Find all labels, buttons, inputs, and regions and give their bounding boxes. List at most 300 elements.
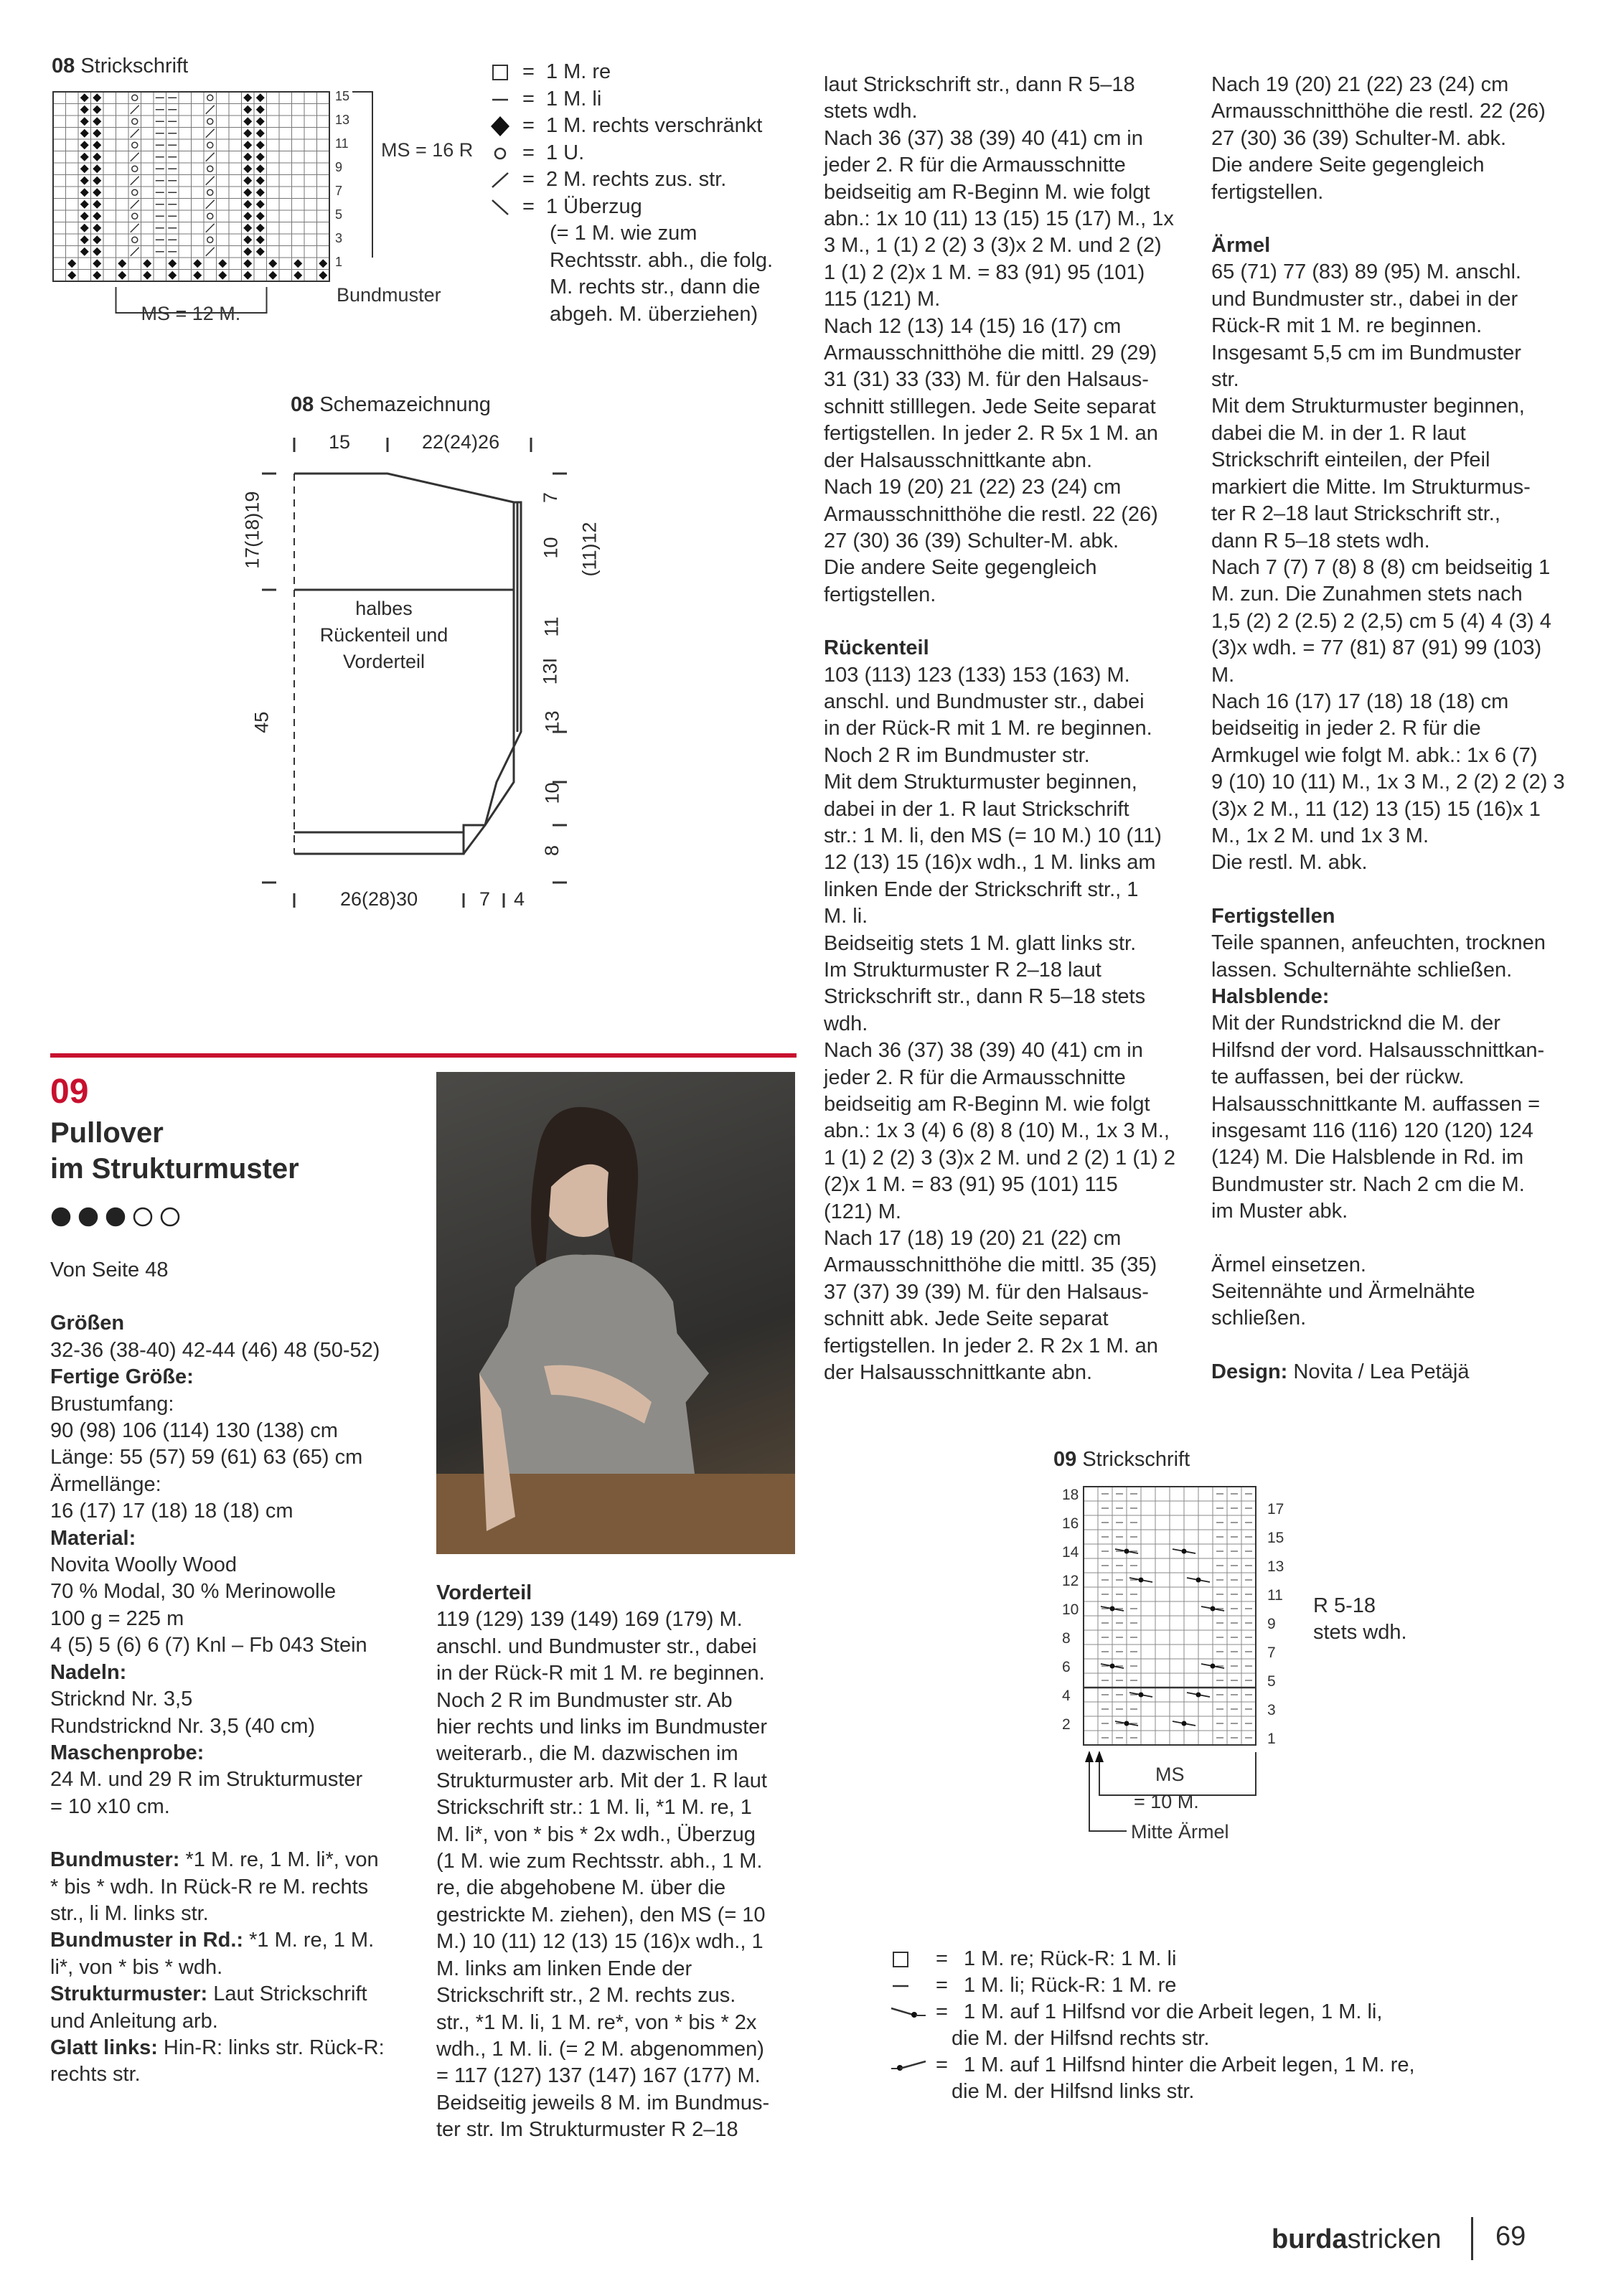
col4a-line: 27 (30) 36 (39) Schulter-M. abk. [1211,126,1507,150]
chart08-dec [131,248,139,256]
chart08-dec [206,129,215,138]
chart08-dec [131,129,139,138]
col4b-line: dann R 5–18 stets wdh. [1211,529,1430,552]
col3b-line: 103 (113) 123 (133) 153 (163) M. [824,663,1130,687]
chart08-bundmuster: Bundmuster [337,284,441,306]
col4b-line: Die restl. M. abk. [1211,851,1368,875]
col4b-line: Nach 7 (7) 7 (8) 8 (8) cm beidseitig 1 [1211,555,1551,579]
chart08-diamond [93,248,101,256]
backslash-icon [489,194,511,220]
chart08-yo [132,118,138,124]
chart08-rib-diamond [193,259,202,268]
legend-eq: = [936,2053,948,2076]
chart08-rib-diamond [218,259,227,268]
chart09-cable-dot [1124,1721,1129,1726]
vorderteil-line: weiterarb., die M. dazwischen im [436,1742,738,1766]
chart08-diamond [93,224,101,232]
schema-r-8: 8 [541,844,563,857]
chart08-diamond [93,164,101,173]
chart08-yo [207,189,213,195]
chart08-rib-diamond [243,271,252,280]
difficulty-dot-filled [52,1208,70,1225]
chart08-diamond [243,129,252,138]
chart08-dec [131,224,139,232]
vorderteil-line: ter str. Im Strukturmuster R 2–18 [436,2118,738,2142]
col3b-line: Nach 17 (18) 19 (20) 21 (22) cm [824,1227,1122,1251]
chart09-rownum-right: 3 [1267,1702,1276,1718]
legend08-row [489,113,762,139]
chart08-yo [132,189,138,195]
slash-icon [489,167,511,193]
legend08-row [489,166,726,193]
schema-r-1112: (11)12 [578,522,601,577]
col4d-line: insgesamt 116 (116) 120 (120) 124 [1211,1119,1533,1143]
schema-r-13i: 13I [539,657,561,685]
col4-text: Nach 19 (20) 21 (22) 23 (24) cm Armausschnitthöhe die restl. 22 (26) 27 (30) 36 (39) Schulter-M. abk. Die andere Seite gegengleich fertigstellen. Ärmel 65 (71) 77 (83) 89 (95) M. anschl. und Bundmuster str., dabei in der Rück-R mit 1 M. re beginnen. Insgesamt 5,5 cm im Bundmuster str. Mit dem Strukturmuster beginnen, dabei die M. in der 1. R laut Strickschrift einteilen, der Pfeil markiert die Mitte. Im Strukturmus- ter R 2–18 laut Strickschrift str., dann R 5–18 stets wdh. Nach 7 (7) 7 (8) 8 (8) cm beidseitig 1 M. zun. Die Zunahmen stets nach 1,5 (2) 2 (2.5) 2 (2,5) cm 5 (4) 4 (3) 4 (3)x wdh. = 77 (81) 87 (91) 99 (103) M. Nach 16 (17) 17 (18) 18 (18) cm beidseitig in jeder 2. R für die Armkugel wie folgt M. abk.: 1x 6 (7) 9 (10) 10 (11) M., 1x 3 M., 2 (2) 2 (2) 3 (3)x 2 M., 11 (12) 13 (15) 15 (16)x 1 M., 1x 2 M. und 1x 3 M. Die restl. M. abk. Fertigstellen Teile spannen, anfeuchten, trocknen lassen. Schulternähte schließen. Halsblende: Mit der Rundstricknd die M. der Hilfsnd der vord. Halsausschnittkan- te auffassen, bei der rückw. Halsausschnittkante M. auffassen = insgesamt 116 (116) 120 (120) 124 (124) M. Die Halsblende in Rd. im Bundmuster str. Nach 2 cm die M. im Muster abk. Ärmel einsetzen. Seitennähte und Ärmelnähte schließen. Design: Novita / Lea Petäjä [1211,72,1584,1385]
chart09-cable-dot [1211,1664,1216,1669]
chart09-cable-dot [1139,1693,1144,1698]
chart09-cable-dot [1182,1721,1187,1726]
legend09-row [890,1946,1176,1972]
col4b-line: markiert die Mitte. Im Strukturmus- [1211,475,1531,499]
col3-text: laut Strickschrift str., dann R 5–18 stets wdh. Nach 36 (37) 38 (39) 40 (41) cm in jeder 2. R für die Armausschnitte beidseitig am R-Beginn M. wie folgt abn.: 1x 10 (11) 13 (15) 15 (17) M., 1x 3 M., 1 (1) 2 (2) 3 (3)x 2 M. und 2 (2) 1 (1) 2 (2)x 1 M. = 83 (91) 95 (101) 115 (121) M. Nach 12 (13) 14 (15) 16 (17) cm Armausschnitthöhe die mittl. 29 (29) 31 (31) 33 (33) M. für den Halsaus- schnitt stilllegen. Jede Seite separat fertigstellen. In jeder 2. R 5x 1 M. an der Halsausschnittkante abn. Nach 19 (20) 21 (22) 23 (24) cm Armausschnitthöhe die restl. 22 (26) 27 (30) 36 (39) Schulter-M. abk. Die andere Seite gegengleich fertigstellen. Rückenteil 103 (113) 123 (133) 153 (163) M. anschl. und Bundmuster str., dabei in der Rück-R mit 1 M. re beginnen. Noch 2 R im Bundmuster str. Mit dem Strukturmuster beginnen, dabei in der 1. R laut Strickschrift str.: 1 M. li, den MS (= 10 M.) 10 (11) 12 (13) 15 (16)x wdh., 1 M. links am linken Ende der Strickschrift str., 1 M. li. Beidseitig stets 1 M. glatt links str. Im Strukturmuster R 2–18 laut Strickschrift str., dann R 5–18 stets wdh. Nach 36 (37) 38 (39) 40 (41) cm in jeder 2. R für die Armausschnitte beidseitig am R-Beginn M. wie folgt abn.: 1x 3 (4) 6 (8) 8 (10) M., 1x 3 M., 1 (1) 2 (2) 3 (3)x 2 M. und 2 (2) 1 (1) 2 (2)x 1 M. = 83 (91) 95 (101) 115 (121) M. Nach 17 (18) 19 (20) 21 (22) cm Armausschnitthöhe die mittl. 35 (35) 37 (37) 39 (39) M. für den Halsaus- schnitt abk. Jede Seite separat fertigstellen. In jeder 2. R 2x 1 M. an der Halsausschnittkante abn. [824,72,1197,1387]
chart08-diamond [243,117,252,126]
chart08-yo [132,237,138,243]
legend08-row [489,59,611,85]
chart08-diamond [256,212,265,220]
legend09-cont: die M. der Hilfsnd links str. [952,2080,1195,2103]
chart08-diamond [80,141,89,149]
chart09-cable-dot [1211,1606,1216,1612]
chart08-diamond [243,105,252,114]
col3b-line: Im Strukturmuster R 2–18 laut [824,959,1101,982]
legend08 [489,59,791,331]
model-photo [436,1072,795,1554]
col4b-line: M. zun. Die Zunahmen stets nach [1211,583,1523,606]
legend09-row [890,2052,1415,2079]
col3b-line: abn.: 1x 3 (4) 6 (8) 8 (10) M., 1x 3 M., [824,1119,1170,1143]
chart08-dec [131,153,139,161]
chart08-diamond [256,129,265,138]
vorderteil-line: 119 (129) 139 (149) 169 (179) M. [436,1608,743,1632]
chart08-diamond [256,117,265,126]
legend-text: 1 M. auf 1 Hilfsnd hinter die Arbeit legen, 1 M. re, [963,2053,1415,2076]
chart08-diamond [243,153,252,161]
difficulty-dot-empty [134,1208,151,1225]
vorderteil-text: Vorderteil 119 (129) 139 (149) 169 (179) M. anschl. und Bundmuster str., dabei in der Rück-R mit 1 M. re beginnen. Noch 2 R im Bundmuster str. Ab hier rechts und links im Bundmuster weiterarb., die M. dazwischen im Strukturmuster arb. Mit der 1. R laut Strickschrift str.: 1 M. li, *1 M. re, 1 M. li*, von * bis * 2x wdh., Überzug (1 M. wie zum Rechtsstr. abh., 1 M. re, die abgehobene M. über die gestrickte M. ziehen), den MS (= 10 M.) 10 (11) 12 (13) 15 (16)x wdh., 1 M. links am linken Ende der Strickschrift str., 2 M. rechts zus. str., *1 M. li, 1 M. re*, von * bis * 2x wdh., 1 M. li. (= 2 M. abgenommen) = 117 (127) 137 (147) 167 (177) M. Beidseitig jeweils 8 M. im Bundmus- ter str. Im Strukturmuster R 2–18 [436,1580,795,2144]
schema08-drawing [241,423,601,929]
legend-text: 1 Überzug [545,194,642,218]
col3a-line: Nach 19 (20) 21 (22) 23 (24) cm [824,476,1122,499]
col4b-line: M. [1211,663,1235,687]
col3a-line: 27 (30) 36 (39) Schulter-M. abk. [824,529,1119,552]
chart08-diamond [243,212,252,220]
chart09-rownum-right: 1 [1267,1731,1276,1747]
col3a-line: fertigstellen. In jeder 2. R 5x 1 M. an [824,422,1158,446]
chart08-rib-diamond [143,271,151,280]
legend-text: 1 U. [545,141,585,164]
col3b-line: linken Ende der Strickschrift str., 1 [824,878,1139,901]
chart08-ms-rows: MS = 16 R [381,139,474,161]
chart08-yo [207,237,213,243]
chart08-dec [206,224,215,232]
legend-text: 1 M. re [545,60,611,83]
page-number: 69 [1495,2221,1526,2252]
schema-r-7: 7 [540,491,562,504]
chart09-rownum-left: 18 [1062,1487,1079,1503]
chart08-rib-diamond [268,271,277,280]
diamond-icon [489,113,511,139]
legend-eq: = [522,114,535,137]
schema-left-top: 17(18)19 [241,491,263,569]
col4b-line: 65 (71) 77 (83) 89 (95) M. anschl. [1211,260,1521,284]
chart09-diagram [1048,1478,1450,1883]
schema08-caption: 08 Schemazeichnung [291,393,491,416]
chart08-diamond [93,188,101,197]
chart08-ms-stitches: MS = 12 M. [141,303,241,324]
col4a-line: Die andere Seite gegengleich [1211,154,1485,177]
chart08-diamond [93,177,101,185]
col4b-line: dabei die M. in der 1. R laut [1211,421,1466,445]
chart08-diamond [80,164,89,173]
chart08-diamond [243,188,252,197]
chart08-diamond [243,177,252,185]
footer-brand: burdastricken [1272,2224,1442,2254]
chart08-yo [207,118,213,124]
schema-edge [464,825,485,854]
chart08-rib-diamond [243,259,252,268]
chart08-rib-diamond [168,271,177,280]
col4b-line: und Bundmuster str., dabei in der [1211,287,1518,311]
col4a-line: Nach 19 (20) 21 (22) 23 (24) cm [1211,73,1509,96]
col3b-line: 12 (13) 15 (16)x wdh., 1 M. links am [824,851,1156,875]
dash-icon [489,87,511,113]
chart08-rib-diamond [118,259,126,268]
cable-front-icon [890,2000,929,2026]
chart08-diamond [80,153,89,161]
empty-square-icon [489,60,511,85]
article-specs: Von Seite 48 Größen 32-36 (38-40) 42-44 (46) 48 (50-52) Fertige Größe: Brustumfang: 90 (98) 106 (114) 130 (138) cm Länge: 55 (57) 59 (61) 63 (65) cm Ärmellänge: 16 (17) 17 (18) 18 (18) cm Material: Novita Woolly Wood 70 % Modal, 30 % Merinowolle 100 g = 225 m 4 (5) 5 (6) 6 (7) Knl – Fb 043 Stein Nadeln: Stricknd Nr. 3,5 Rundstricknd Nr. 3,5 (40 cm) Maschenprobe: 24 M. und 29 R im Strukturmuster = 10 x10 cm. Bundmuster: *1 M. re, 1 M. li*, von * bis * wdh. In Rück-R re M. rechts str., li M. links str. Bundmuster in Rd.: *1 M. re, 1 M. li*, von * bis * wdh. Strukturmuster: Laut Strickschrift und Anleitung arb. Glatt links: Hin-R: links str. Rück-R: rechts str. [50,1258,385,2086]
chart08-dec [206,248,215,256]
schema-bottom-left: 26(28)30 [340,888,418,910]
legend08-cont: M. rechts str., dann die [550,276,761,298]
col4b-line: Insgesamt 5,5 cm im Bundmuster [1211,341,1521,364]
chart08-diamond [80,93,89,102]
col4b-line: 9 (10) 10 (11) M., 1x 3 M., 2 (2) 2 (2) 3 [1211,771,1565,794]
col4d-line: Halsausschnittkante M. auffassen = [1211,1092,1541,1116]
vorderteil-line: Beidseitig jeweils 8 M. im Bundmus- [436,2091,770,2114]
chart09-cable-dot [1196,1578,1201,1583]
article-title: Pullover im Strukturmuster [50,1117,299,1185]
chart08-yo [207,95,213,100]
legend-eq: = [522,60,535,83]
col4a-line: fertigstellen. [1211,180,1324,204]
col4b-line: Nach 16 (17) 17 (18) 18 (18) cm [1211,690,1509,713]
col3a-line: der Halsausschnittkante abn. [824,448,1092,472]
chart08-rib-diamond [67,259,76,268]
col4b-line: beidseitig in jeder 2. R für die [1211,717,1481,740]
chart08-diamond [243,248,252,256]
chart08-diamond [256,164,265,173]
col3b-line: in der Rück-R mit 1 M. re beginnen. [824,717,1152,740]
col4b-line: str. [1211,368,1239,392]
col3b-line: str.: 1 M. li, den MS (= 10 M.) 10 (11) [824,824,1162,847]
vorderteil-line: re, die abgehobene M. über die [436,1876,726,1900]
col3b-line: wdh. [824,1012,868,1035]
chart08-diamond [93,117,101,126]
col4a-line: Armausschnitthöhe die restl. 22 (26) [1211,100,1546,123]
vorderteil-line: M. li*, von * bis * 2x wdh., Überzug [436,1822,756,1846]
chart08-caption: 08 Strickschrift [52,55,189,77]
chart09-rownum-left: 8 [1062,1630,1071,1647]
col3a-line: 115 (121) M. [824,288,941,311]
col3b-line: (121) M. [824,1200,901,1223]
chart08-rib-diamond [67,271,76,280]
col3b-line: 1 (1) 2 (2) 3 (3)x 2 M. und 2 (2) 1 (1) 2 [824,1146,1175,1170]
chart08-diamond [243,224,252,232]
chart08-dec [131,177,139,185]
chart08-diamond [93,141,101,149]
chart08-dec [206,200,215,209]
cable-back-icon [890,2053,929,2079]
col4b-line: (3)x wdh. = 77 (81) 87 (91) 99 (103) [1211,636,1542,660]
chart09-cable-dot [1110,1606,1115,1612]
chart09-caption: 09 Strickschrift [1053,1448,1190,1471]
col3a-line: Nach 36 (37) 38 (39) 40 (41) cm in [824,126,1143,150]
col4b-line: Armkugel wie folgt M. abk.: 1x 6 (7) [1211,743,1538,767]
chart08-diamond [80,105,89,114]
chart08-yo [132,166,138,171]
chart08-diamond [256,93,265,102]
model-photo-art [436,1072,795,1554]
chart08-diamond [256,153,265,161]
schema-bottom-mid: 7 [479,888,491,910]
chart09-cable-dot [1124,1549,1129,1554]
chart08-diamond [256,141,265,149]
col3a-line: stets wdh. [824,100,918,123]
chart08-diamond [80,188,89,197]
chart08-dec [206,153,215,161]
chart08-yo [207,142,213,148]
chart08-rownum: 13 [335,113,350,127]
vorderteil-line: Strickschrift str.: 1 M. li, *1 M. re, 1 [436,1796,752,1820]
chart08-rownum: 1 [335,255,343,269]
accent-rule [50,1053,797,1058]
col3b-line: (2)x 1 M. = 83 (91) 95 (101) 115 [824,1173,1118,1197]
col3b-line: Armausschnitthöhe die mittl. 35 (35) [824,1253,1157,1277]
chart08-diamond [93,93,101,102]
legend-eq: = [522,194,535,218]
chart08-yo [207,166,213,171]
chart09-rownum-right: 11 [1267,1587,1283,1604]
chart08-diamond [256,224,265,232]
chart08-svg [50,86,495,324]
legend-eq: = [936,1947,948,1970]
legend09-row [890,1972,1176,1999]
col4b-line: (3)x 2 M., 11 (12) 13 (15) 15 (16)x 1 [1211,797,1541,821]
vorderteil-line: (1 M. wie zum Rechtsstr. abh., 1 M. [436,1850,763,1873]
legend-eq: = [522,87,535,110]
col4b-line: Strickschrift einteilen, der Pfeil [1211,448,1490,472]
chart08-rib-diamond [168,259,177,268]
col3a-line: Armausschnitthöhe die restl. 22 (26) [824,502,1158,526]
empty-square-icon [890,1947,929,1972]
col4b-line: ter R 2–18 laut Strickschrift str., [1211,502,1500,526]
col3b-line: dabei in der 1. R laut Strickschrift [824,797,1129,821]
chart08-diamond [243,200,252,209]
vorderteil-line: Noch 2 R im Bundmuster str. Ab [436,1688,733,1712]
chart09-ms-count: = 10 M. [1134,1791,1199,1812]
chart09-svg [1048,1478,1450,1880]
col4b-line: 1,5 (2) 2 (2.5) 2 (2,5) cm 5 (4) 4 (3) 4 [1211,609,1551,633]
chart08-diagram [50,86,495,324]
difficulty-rating [50,1204,194,1233]
chart09-rownum-left: 12 [1062,1573,1079,1589]
col4d-line: Hilfsnd der vord. Halsausschnittkan- [1211,1038,1545,1062]
chart08-rib-diamond [319,259,327,268]
chart08-diamond [93,129,101,138]
chart08-diamond [80,212,89,220]
chart08-rownum: 15 [335,89,350,103]
chart08-rib-diamond [218,271,227,280]
chart08-dec [206,105,215,114]
difficulty-dots [50,1204,194,1230]
chart08-rib-diamond [293,259,302,268]
col3b-line: beidseitig am R-Beginn M. wie folgt [824,1093,1150,1116]
chart09-rownum-left: 10 [1062,1601,1079,1618]
col3a-line: fertigstellen. [824,583,936,606]
col3b-line: 37 (37) 39 (39) M. für den Halsaus- [824,1280,1149,1304]
chart09-rownum-right: 9 [1267,1616,1276,1632]
col4c-line: lassen. Schulternähte schließen. [1211,958,1513,982]
legend-eq: = [936,1974,948,1997]
chart08-diamond [256,200,265,209]
vorderteil-line: in der Rück-R mit 1 M. re beginnen. [436,1662,765,1685]
chart09-ms: MS [1155,1764,1185,1785]
vorderteil-line: wdh., 1 M. li. (= 2 M. abgenommen) [436,2037,764,2061]
vorderteil-line: Strukturmuster arb. Mit der 1. R laut [436,1769,767,1792]
legend08-cont: abgeh. M. überziehen) [550,302,758,326]
chart09-rownum-left: 2 [1062,1716,1071,1733]
vorderteil-line: M. links am linken Ende der [436,1957,692,1980]
schema-top-left: 15 [329,431,351,453]
chart08-diamond [80,117,89,126]
chart09-rownum-left: 16 [1062,1515,1079,1532]
col4b-line: M., 1x 2 M. und 1x 3 M. [1211,824,1429,847]
chart08-diamond [256,235,265,244]
chart08-dec [131,200,139,209]
dash-icon [890,1973,929,1999]
chart08-dec [131,105,139,114]
col4b-line: Rück-R mit 1 M. re beginnen. [1211,314,1483,338]
chart08-rownum: 11 [335,136,349,151]
chart08-diamond [243,235,252,244]
col4e-line: schließen. [1211,1307,1307,1330]
vorderteil-line: hier rechts und links im Bundmuster [436,1716,767,1739]
legend09 [890,1946,1536,2118]
legend08-row [489,86,601,113]
chart09-rownum-left: 4 [1062,1688,1071,1704]
chart09-rownum-right: 13 [1267,1558,1284,1575]
chart09-mitte: Mitte Ärmel [1131,1821,1229,1843]
chart09-rownum-left: 14 [1062,1544,1079,1561]
legend-eq: = [936,2000,948,2023]
col4d-line: Mit der Rundstricknd die M. der [1211,1012,1500,1035]
chart08-diamond [93,212,101,220]
legend09-cont: die M. der Hilfsnd rechts str. [952,2027,1210,2050]
col3a-line: abn.: 1x 10 (11) 13 (15) 15 (17) M., 1x [824,207,1174,231]
chart09-rownum-right: 15 [1267,1530,1284,1546]
legend-text: 1 M. li; Rück-R: 1 M. re [963,1974,1177,1997]
chart08-rownum: 9 [335,160,343,174]
chart08-diamond [93,153,101,161]
col3a-line: beidseitig am R-Beginn M. wie folgt [824,180,1150,204]
col3a-line: laut Strickschrift str., dann R 5–18 [824,73,1135,96]
chart09-note: R 5-18 stets wdh. [1313,1594,1407,1645]
vorderteil-line: str., *1 M. li, 1 M. re*, von * bis * 2x [436,2010,757,2034]
chart08-rownum: 5 [335,207,343,222]
col3b-line: Beidseitig stets 1 M. glatt links str. [824,931,1137,955]
footer-divider [1471,2217,1473,2260]
chart08-rib-diamond [268,259,277,268]
chart08-yo [132,95,138,100]
chart09-cable-dot [1110,1664,1115,1669]
chart08-rownum: 3 [335,231,343,245]
legend08-cont: (= 1 M. wie zum [550,222,697,245]
chart08-yo [207,213,213,219]
chart08-diamond [80,129,89,138]
col3a-line: Die andere Seite gegengleich [824,556,1097,580]
vorderteil-line: anschl. und Bundmuster str., dabei [436,1634,757,1658]
col3a-line: 3 M., 1 (1) 2 (2) 3 (3)x 2 M. und 2 (2) [824,234,1162,258]
col3b-line: fertigstellen. In jeder 2. R 2x 1 M. an [824,1334,1158,1358]
chart08-diamond [80,200,89,209]
legend08-row [489,194,642,220]
vorderteil-line: = 117 (127) 137 (147) 167 (177) M. [436,2064,761,2088]
chart09-rownum-right: 17 [1267,1501,1284,1518]
chart08-diamond [243,141,252,149]
legend-text: 1 M. auf 1 Hilfsnd vor die Arbeit legen, 1 M. li, [963,2000,1383,2023]
col3b-line: jeder 2. R für die Armausschnitte [824,1065,1126,1089]
col4b-line: Mit dem Strukturmuster beginnen, [1211,395,1525,418]
col3a-line: jeder 2. R für die Armausschnitte [824,154,1126,177]
chart08-diamond [243,164,252,173]
schema-r-11: 11 [540,616,563,637]
chart09-cable-dot [1182,1549,1187,1554]
col4d-line: (124) M. Die Halsblende in Rd. im [1211,1146,1524,1170]
col4d-line: Bundmuster str. Nach 2 cm die M. [1211,1172,1525,1196]
chart09-rownum-right: 7 [1267,1645,1276,1661]
chart08-diamond [256,188,265,197]
schema-armhole [485,502,521,825]
difficulty-dot-filled [80,1208,97,1225]
legend-text: 1 M. li [545,87,602,110]
col4d-line: im Muster abk. [1211,1200,1348,1223]
chart08-rib-diamond [293,271,302,280]
chart08-diamond [80,235,89,244]
chart08-diamond [80,177,89,185]
chart08-rownum: 7 [335,184,343,198]
col3b-line: anschl. und Bundmuster str., dabei [824,690,1145,713]
chart08-rib-diamond [93,271,101,280]
difficulty-dot-empty [161,1208,179,1225]
legend-eq: = [522,141,535,164]
schema-r-13: 13 [541,710,563,733]
chart08-diamond [93,105,101,114]
legend08-row [489,140,584,166]
legend08-cont: Rechtsstr. abh., die folg. [550,248,774,272]
vorderteil-line: Strickschrift str., 2 M. rechts zus. [436,1984,736,2008]
